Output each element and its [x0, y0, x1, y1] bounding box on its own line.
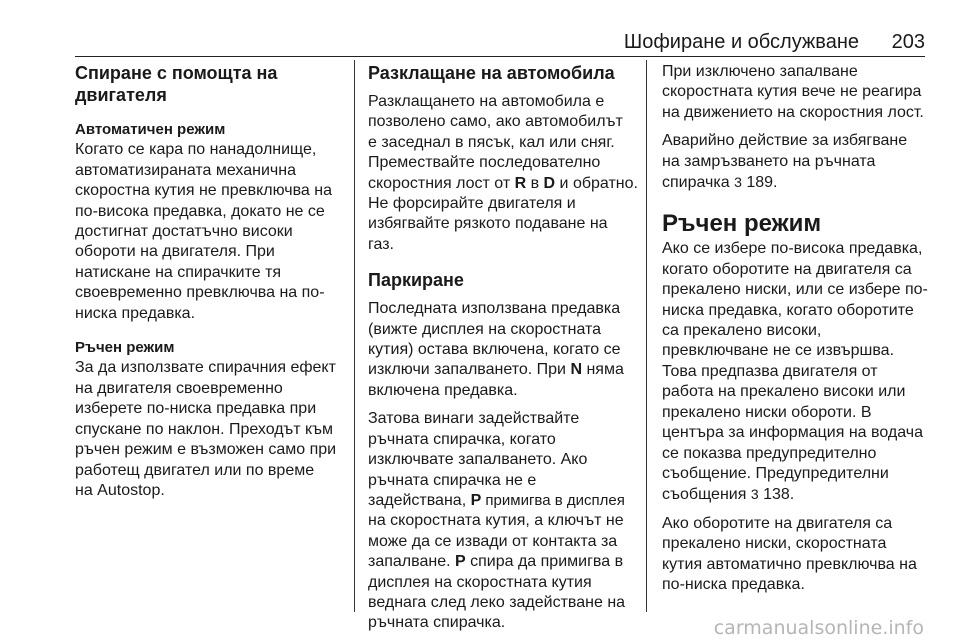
paragraph-handbrake	[368, 409, 640, 633]
text-line: спирачка 3 189.	[662, 174, 778, 192]
text-line: изключвате запалването. Ако	[368, 451, 588, 469]
text-line: съобщения 3 138.	[662, 486, 795, 504]
site-watermark: carmanualsonline.info	[713, 617, 924, 639]
text-line: дисплея на скоростната кутия	[368, 573, 592, 591]
text-line: задействана, P примигва в дисплея	[368, 491, 625, 509]
text-line: За да използвате спирачния ефект	[75, 359, 336, 377]
section-heading-parking: Паркиране	[368, 270, 464, 291]
gear-n: N	[570, 361, 582, 379]
text-line: (вижте дисплея на скоростната	[368, 320, 602, 338]
page-reference-link[interactable]: 138.	[763, 486, 795, 504]
text-line: обороти на двигателя. При	[75, 243, 275, 261]
text-line: ниска предавка.	[75, 304, 196, 322]
arrow-ref-icon: 3	[750, 486, 759, 503]
text-line: по-ниска предавка.	[662, 575, 805, 593]
text-line: Когато се кара по нанадолнище,	[75, 141, 317, 159]
text-line: своевременно превключва на по-	[75, 284, 325, 302]
column-divider-1	[354, 60, 355, 612]
text-line: Разклащането на автомобила е	[368, 93, 605, 110]
text-line: Не форсирайте двигателя и	[368, 195, 576, 213]
section-heading-manual-mode: Ръчен режим	[662, 210, 822, 238]
text-line: съобщение. Предупредителни	[662, 464, 889, 482]
text-line: ниска предавка, когато оборотите	[662, 301, 914, 319]
text-line: Премествайте последователно	[368, 154, 601, 172]
paragraph-manual-mode	[75, 358, 347, 501]
text-line: кутия автоматично превключва на	[662, 555, 917, 573]
text-line: на Autostop.	[75, 481, 165, 499]
text-line: спускане по наклон. Преходът към	[75, 420, 334, 438]
heading-line: двигателя	[75, 85, 167, 105]
text-line: избягвайте рязкото подаване на	[368, 215, 608, 233]
paragraph-manual-shift	[662, 239, 930, 505]
text-line: натискане на спирачките тя	[75, 263, 282, 281]
text-line: превключване не се извършва.	[662, 342, 895, 360]
text-line: ръчната спирачка не е	[368, 471, 537, 489]
paragraph-auto-mode	[75, 140, 347, 324]
page-number: 203	[891, 31, 925, 53]
text-line: кутия) остава включена, когато се	[368, 341, 621, 359]
text-line: позволено само, ако автомобилът	[368, 113, 623, 131]
text-line: се показва предупредително	[662, 444, 877, 462]
text-line: на двигателя своевременно	[75, 379, 283, 397]
text-line: прекалено ниски обороти. В	[662, 403, 872, 421]
text-line: на движението на скоростния лост.	[662, 103, 924, 121]
text-line: веднага след леко задействане на	[368, 593, 626, 611]
header-rule	[75, 56, 925, 57]
column-2	[368, 62, 640, 634]
gear-p: P	[454, 553, 466, 571]
text-line: на замръзването на ръчната	[662, 152, 876, 170]
text-line: Аварийно действие за избягване	[662, 132, 908, 150]
column-3	[662, 62, 930, 595]
page-header	[75, 30, 925, 58]
text-line: прекалено ниски, или се избере по-	[662, 281, 928, 299]
paragraph-rocking	[368, 92, 640, 255]
text-line: запалване. P спира да примигва в	[368, 553, 624, 571]
text-line: газ.	[368, 235, 394, 253]
text-line: Това предпазва двигателя от	[662, 362, 878, 380]
gear-r: R	[514, 174, 527, 192]
column-1	[75, 62, 347, 501]
text-line: скоростния лост от R в D и обратно.	[368, 174, 638, 192]
text-line: включена предавка.	[368, 381, 518, 399]
text-line: скоростна кутия не превключва на	[75, 182, 332, 200]
text-line: по-висока предавка, докато не се	[75, 202, 325, 220]
text-line: При изключено запалване	[662, 63, 858, 80]
paragraph-parking	[368, 299, 640, 401]
column-divider-2	[646, 60, 647, 612]
text-line: работещ двигател или по време	[75, 461, 315, 479]
page-reference-link[interactable]: 189.	[746, 174, 778, 192]
text-line: изберете по-ниска предавка при	[75, 400, 317, 418]
text-line: Ако оборотите на двигателя са	[662, 514, 893, 532]
paragraph-emergency	[662, 131, 930, 193]
text-line: Затова винаги задействайте	[368, 410, 580, 428]
subheading-auto-mode: Автоматичен режим	[75, 121, 226, 138]
header-title: Шофиране и обслужване	[623, 31, 859, 53]
text-line: ръчен режим е възможен само при	[75, 441, 337, 459]
text-line: Последната използвана предавка	[368, 300, 621, 318]
text-line: ръчната спирачка, когато	[368, 430, 556, 448]
gear-p: P	[470, 491, 482, 509]
text-line: Ако се избере по-висока предавка,	[662, 240, 923, 258]
text-line: са прекалено високи,	[662, 322, 822, 340]
text-line: прекалено ниски, скоростната	[662, 535, 887, 553]
text-line: работа на прекалено високи или	[662, 383, 906, 401]
gear-d: D	[543, 174, 556, 192]
text-line: центъра за информация на водача	[662, 424, 923, 442]
text-line: може да се извади от контакта за	[368, 532, 618, 550]
text-line: достигнат достатъчно високи	[75, 223, 293, 241]
paragraph-ignition-off	[662, 62, 930, 123]
section-heading-engine-braking	[75, 62, 347, 106]
arrow-ref-icon: 3	[734, 174, 742, 191]
text-line: когато оборотите на двигателя са	[662, 260, 912, 278]
subheading-manual-mode: Ръчен режим	[75, 339, 175, 357]
text-line: на скоростната кутия, а ключът не	[368, 512, 624, 530]
heading-line: Спиране с помощта на	[75, 63, 278, 83]
text-line: ръчната спирачка.	[368, 614, 506, 632]
paragraph-low-rpm	[662, 514, 930, 596]
text-line: автоматизираната механична	[75, 161, 296, 179]
text-line: изключи запалването. При N няма	[368, 361, 624, 379]
text-line: скоростната кутия вече не реагира	[662, 83, 922, 101]
text-line: е заседнал в пясък, кал или сняг.	[368, 133, 615, 151]
section-heading-rocking: Разклащане на автомобила	[368, 63, 615, 83]
